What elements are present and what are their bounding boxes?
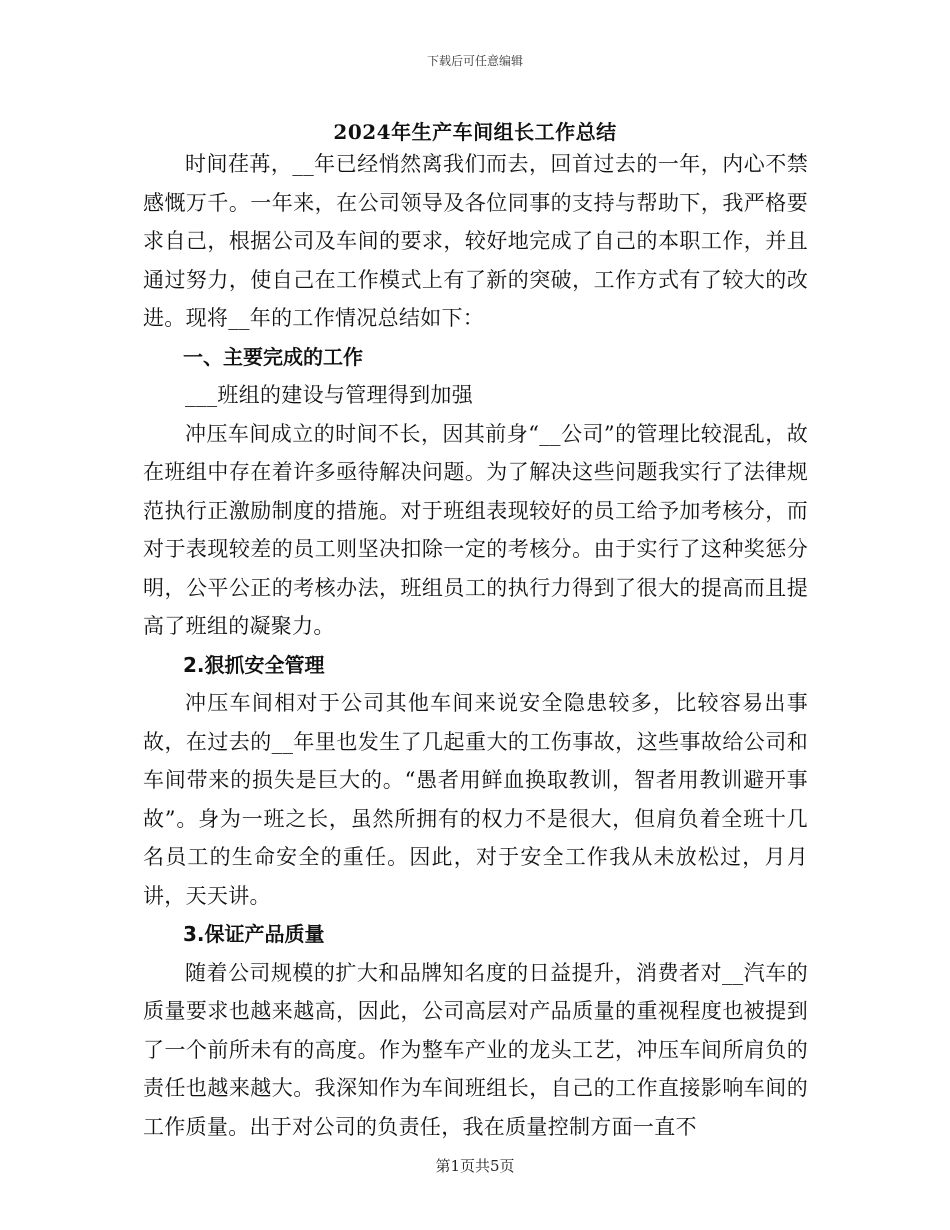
safety-paragraph: 冲压车间相对于公司其他车间来说安全隐患较多，比较容易出事故，在过去的__年里也发生了几起重大的工伤事故，这些事故给公司和车间带来的损失是巨大的。“愚者用鲜血换取教训，智者用教训避开事故”。身为一班之长，虽然所拥有的权力不是很大，但肩负着全班十几名员工的生命安全的重任。因此，对于安全工作我从未放松过，月月讲，天天讲。 xyxy=(143,691,808,908)
quality-paragraph: 随着公司规模的扩大和品牌知名度的日益提升，消费者对__汽车的质量要求也越来越高，因此，公司高层对产品质量的重视程度也被提到了一个前所未有的高度。作为整车产业的龙头工艺，冲压车间所肩负的责任也越来越大。我深知作为车间班组长，自己的工作直接影响车间的工作质量。出于对公司的负责任，我在质量控制方面一直不 xyxy=(143,960,808,1139)
section-heading-main-work: 一、主要完成的工作 xyxy=(183,344,363,369)
subsection-heading-safety: 2.狠抓安全管理 xyxy=(183,652,325,677)
subsection-heading-quality: 3.保证产品质量 xyxy=(183,922,325,946)
intro-paragraph: 时间荏苒，__年已经悄然离我们而去，回首过去的一年，内心不禁感慨万千。一年来，在公司领导及各位同事的支持与帮助下，我严格要求自己，根据公司及车间的要求，较好地完成了自己的本职工作，并且通过努力，使自己在工作模式上有了新的突破，工作方式有了较大的改进。现将__年的工作情况总结如下： xyxy=(143,152,808,330)
subsection-heading-team-building: ___班组的建设与管理得到加强 xyxy=(185,383,473,407)
document-title: 2024年生产车间组长工作总结 xyxy=(333,120,617,144)
page-header: 下载后可任意编辑 xyxy=(426,54,523,68)
document-body xyxy=(143,145,808,1146)
team-building-paragraph: 冲压车间成立的时间不长，因其前身“__公司”的管理比较混乱，故在班组中存在着许多亟待解决问题。为了解决这些问题我实行了法律规范执行正激励制度的措施。对于班组表现较好的员工给予加考核分，而对于表现较差的员工则坚决扣除一定的考核分。由于实行了这种奖惩分明，公平公正的考核办法，班组员工的执行力得到了很大的提高而且提高了班组的凝聚力。 xyxy=(143,421,808,638)
page-number: 第1页共5页 xyxy=(435,1157,515,1175)
